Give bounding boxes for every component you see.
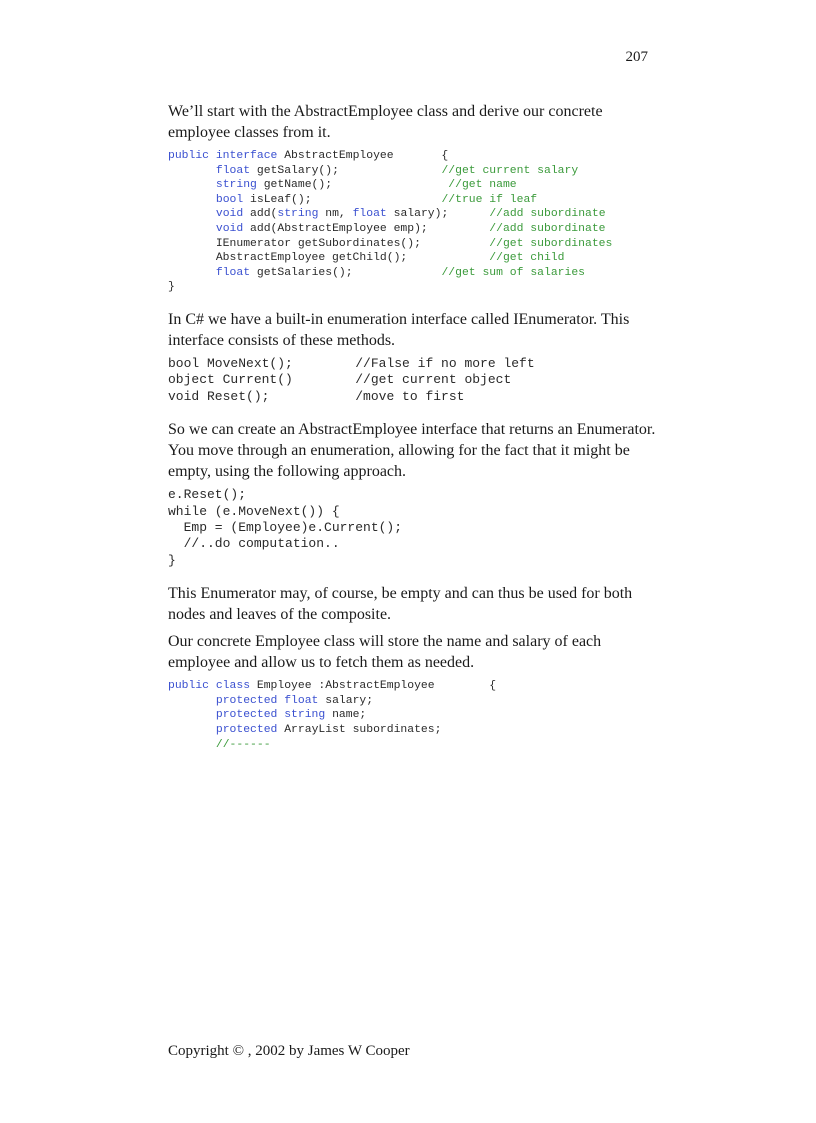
code-text: salary; — [318, 694, 374, 707]
code-comment: //get name — [448, 179, 517, 192]
code-comment: //False if no more left — [355, 355, 535, 371]
code-text: void Reset(); — [168, 388, 356, 404]
code-comment: /move to first — [355, 388, 465, 404]
code-keyword: float — [215, 266, 251, 279]
code-text: } — [168, 281, 175, 294]
code-keyword: bool — [215, 193, 244, 206]
code-text: isLeaf(); — [243, 193, 442, 206]
code-text: IEnumerator getSubordinates(); — [168, 237, 490, 250]
code-block-employee-class — [168, 679, 658, 752]
code-text: getSalaries(); — [250, 266, 442, 279]
code-text: add( — [243, 208, 278, 221]
code-comment: //get current object — [355, 372, 512, 388]
code-keyword: protected float — [215, 694, 319, 707]
code-text: Emp = (Employee)e.Current(); — [168, 519, 403, 535]
code-comment: //get child — [489, 252, 565, 265]
code-text: while (e.MoveNext()) { — [168, 503, 340, 519]
page-body — [168, 101, 658, 752]
code-text: salary); — [386, 208, 490, 221]
code-text: object Current() — [168, 372, 356, 388]
footer-copyright: Copyright © , 2002 by James W Cooper — [168, 1043, 410, 1059]
code-keyword: public interface — [168, 150, 278, 162]
code-text: getName(); — [256, 179, 449, 192]
paragraph-intro: We’ll start with the AbstractEmployee class and derive our concrete employee classes from it. — [168, 103, 603, 141]
page-number: 207 — [625, 49, 648, 65]
paragraph-concrete-employee: Our concrete Employee class will store the name and salary of each employee and allow us to fetch them as needed. — [168, 633, 602, 672]
code-text: add(AbstractEmployee emp); — [243, 222, 490, 235]
code-text: bool MoveNext(); — [168, 355, 356, 371]
code-keyword: float — [215, 164, 251, 177]
code-comment: //add subordinate — [489, 222, 606, 235]
code-comment: //add subordinate — [489, 208, 606, 221]
code-block-abstract-employee — [168, 149, 658, 295]
code-text: ArrayList subordinates; — [277, 723, 442, 736]
code-block-ienumerator — [168, 356, 658, 405]
code-keyword: void — [215, 222, 244, 235]
code-keyword: void — [215, 208, 244, 221]
paragraph-enumerator: In C# we have a built-in enumeration interface called IEnumerator. This interface consists of these methods. — [168, 310, 630, 349]
paragraph-approach: So we can create an AbstractEmployee interface that returns an Enumerator. You move through an enumeration, allowing for the fact that it might be empty, using the following approach. — [168, 421, 656, 481]
code-keyword: string — [215, 179, 257, 192]
code-comment: //get current salary — [441, 164, 579, 177]
code-text: e.Reset(); — [168, 487, 247, 503]
code-comment: //true if leaf — [441, 193, 538, 206]
code-text: nm, — [318, 208, 353, 221]
code-keyword: string — [277, 208, 319, 221]
code-comment: //get sum of salaries — [441, 266, 585, 279]
code-keyword: protected string — [215, 709, 326, 722]
code-text: getSalary(); — [250, 164, 442, 177]
code-keyword: float — [352, 208, 387, 221]
paragraph-composite: This Enumerator may, of course, be empty and can thus be used for both nodes and leaves of the composite. — [168, 585, 633, 624]
code-text: } — [168, 552, 176, 568]
code-text: AbstractEmployee { — [277, 150, 449, 162]
code-keyword: protected — [215, 723, 278, 736]
code-comment: //get subordinates — [489, 237, 613, 250]
code-keyword: public class — [168, 680, 251, 693]
code-text: AbstractEmployee getChild(); — [168, 252, 490, 265]
code-comment: //------ — [215, 738, 271, 751]
code-text: name; — [325, 709, 367, 722]
code-text: Employee :AbstractEmployee { — [250, 680, 497, 693]
code-text: //..do computation.. — [168, 536, 340, 552]
code-block-enumeration-loop — [168, 487, 658, 569]
